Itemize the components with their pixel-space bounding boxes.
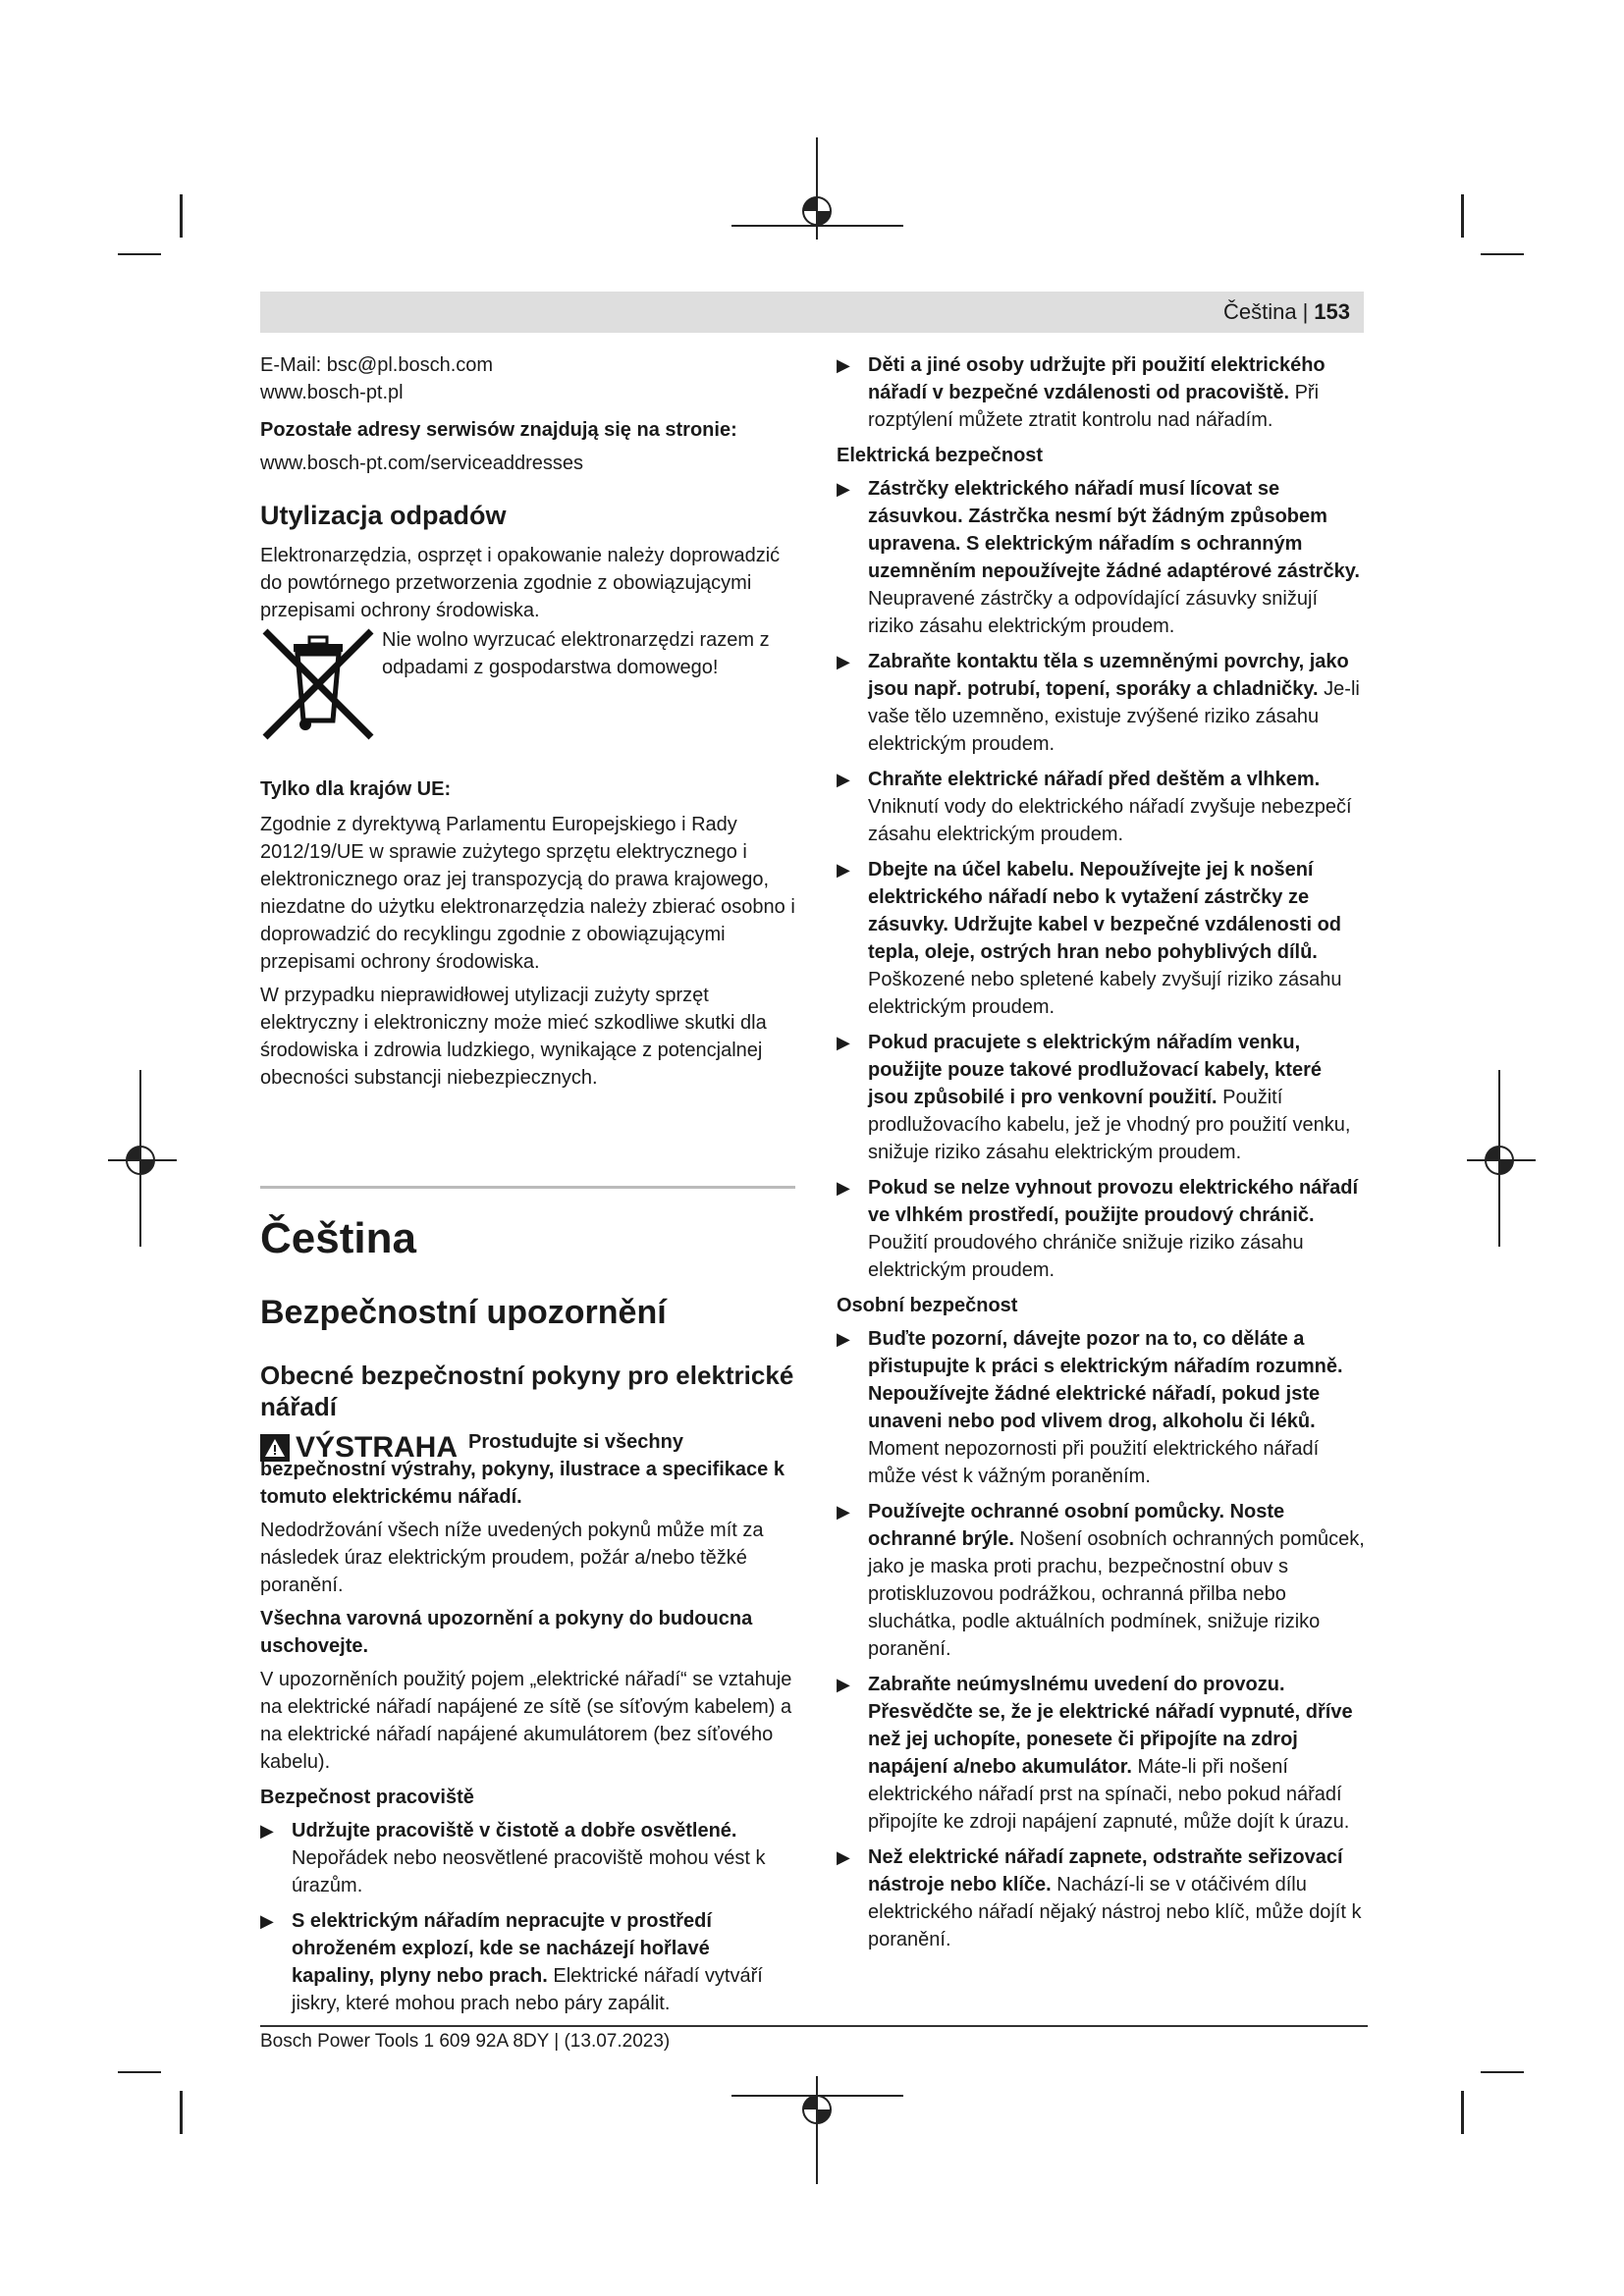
eu-heading: Tylko dla krajów UE: [260,778,452,800]
registration-mark-icon [731,137,903,245]
item-text: Máte-li při nošení elektrického nářadí prst na spínači, nebo pokud nářadí připojíte ke zdroji napájení zapnuté, může dojít k úrazu. [868,1756,1350,1833]
item-bold: Zabraňte kontaktu těla s uzemněnými povrchy, jako jsou např. potrubí, topení, sporáky a chladničky. [868,651,1349,700]
item-bold: Chraňte elektrické nářadí před deštěm a vlhkem. [868,769,1321,790]
eu-text-1: Zgodnie z dyrektywą Parlamentu Europejskiego i Rady 2012/19/UE w sprawie zużytego sprzętu elektrycznego i elektronicznego oraz jej transpozycją do prawa krajowego, niezdatne do użytku elektronarzędzia należy zbierać osobno i doprowadzić do recyklingu zgodnie z obowiązującymi przepisami ochrony środowiska. [260,814,795,973]
crop-mark [118,253,161,255]
disposal-text: Elektronarzędzia, osprzęt i opakowanie należy doprowadzić do powtórnego przetworzenia zgodnie z obowiązującymi przepisami ochrony środowiska. [260,545,781,621]
list-item [837,1029,1367,1166]
item-text: Moment nepozornosti při použití elektrického nářadí může vést k vážným poraněním. [868,1438,1320,1487]
bullet-arrow-icon: ▶ [837,860,850,880]
list-item [837,351,1367,434]
contact-website: www.bosch-pt.pl [260,382,404,403]
list-item [837,1671,1367,1836]
warning-text: Nedodržování všech níže uvedených pokynů může mít za následek úraz elektrickým proudem, požár a/nebo těžké poranění. [260,1520,764,1596]
bullet-arrow-icon: ▶ [837,479,850,499]
general-safety-title: Obecné bezpečnostní pokyny pro elektrické nářadí [260,1361,794,1421]
list-item [837,1174,1367,1284]
list-item [837,475,1367,640]
other-addresses-label: Pozostałe adresy serwisów znajdują się na stronie: [260,419,737,441]
item-bold: Pokud pracujete s elektrickým nářadím venku, použijte pouze takové prodlužovací kabely, které jsou způsobilé i pro venkovní použití. [868,1032,1322,1108]
list-item [837,1325,1367,1490]
crop-mark [1481,253,1524,255]
list-item [260,1817,795,1899]
item-text: Poškozené nebo spletené kabely zvyšují riziko zásahu elektrickým proudem. [868,969,1342,1018]
item-bold: Dbejte na účel kabelu. Nepoužívejte jej k nošení elektrického nářadí nebo k vytažení zástrčky ze zásuvky. Udržujte kabel v bezpečné vzdálenosti od tepla, oleje, ostrých hran nebo pohyblivých dílů. [868,859,1342,963]
page-header [260,292,1364,333]
header-divider: | [1302,299,1309,324]
work-area-heading: Bezpečnost pracoviště [260,1787,474,1808]
crop-mark [180,194,183,238]
warning-bold-text: Prostudujte si všechny bezpečnostní výstrahy, pokyny, ilustrace a specifikace k tomuto elektrickému nářadí. [260,1431,785,1508]
bullet-arrow-icon: ▶ [837,1178,850,1198]
item-text: Nošení osobních ochranných pomůcek, jako je maska proti prachu, bezpečnostní obuv s protiskluzovou podrážkou, ochranná přilba nebo sluchátka, podle aktuálních podmínek, snižuje riziko poranění. [868,1528,1365,1660]
crop-mark [180,2091,183,2134]
bullet-arrow-icon: ▶ [837,1675,850,1694]
item-bold: Pokud se nelze vyhnout provozu elektrického nářadí ve vlhkém prostředí, použijte proudový chránič. [868,1177,1359,1226]
item-bold: Zabraňte neúmyslnému uvedení do provozu. Přesvědčte se, že je elektrické nářadí vypnuté, dříve než jej uchopíte, ponesete či připojíte na zdroj napájení a/nebo akumulátor. [868,1674,1353,1778]
warning-word: VÝSTRAHA [296,1431,459,1464]
crop-mark [118,2071,161,2073]
item-text: Nepořádek nebo neosvětlené pracoviště mohou vést k úrazům. [292,1847,766,1896]
item-bold: S elektrickým nářadím nepracujte v prostředí ohroženém explozí, kde se nacházejí hořlavé kapaliny, plyny nebo prach. [292,1910,712,1987]
contact-email: E-Mail: bsc@pl.bosch.com [260,354,494,376]
list-item [837,856,1367,1021]
term-definition: V upozorněních použitý pojem „elektrické nářadí“ se vztahuje na elektrické nářadí napájené ze sítě (se síťovým kabelem) a na elektrické nářadí napájené akumulátorem (bez síťového kabelu). [260,1669,792,1773]
item-text: Při rozptýlení můžete ztratit kontrolu nad nářadím. [868,382,1320,431]
item-text: Elektrické nářadí vytváří jiskry, které mohou prach nebo páry zapálit. [292,1965,763,2014]
registration-mark-icon [1467,1070,1536,1247]
crop-mark [1461,194,1464,238]
header-language: Čeština [1222,299,1297,324]
weee-notice [260,626,795,742]
bullet-arrow-icon: ▶ [260,1821,274,1841]
personal-heading: Osobní bezpečnost [837,1295,1018,1316]
item-text: Použití proudového chrániče snižuje riziko zásahu elektrickým proudem. [868,1232,1304,1281]
list-item [837,648,1367,758]
item-bold: Používejte ochranné osobní pomůcky. Noste ochranné brýle. [868,1501,1285,1550]
item-text: Je-li vaše tělo uzemněno, existuje zvýšené riziko zásahu elektrickým proudem. [868,678,1360,755]
bullet-arrow-icon: ▶ [837,1329,850,1349]
crossed-bin-icon [260,626,376,742]
bullet-arrow-icon: ▶ [260,1911,274,1931]
weee-text: Nie wolno wyrzucać elektronarzędzi razem z odpadami z gospodarstwa domowego! [382,629,770,678]
list-item [837,766,1367,848]
item-text: Vniknutí vody do elektrického nářadí zvyšuje nebezpečí zásahu elektrickým proudem. [868,796,1352,845]
bullet-arrow-icon: ▶ [837,1502,850,1522]
safety-title: Bezpečnostní upozornění [260,1294,667,1331]
page-number: 153 [1314,299,1350,324]
registration-mark-icon [108,1070,177,1247]
footer-rule [260,2025,1368,2027]
crop-mark [1461,2091,1464,2134]
right-column [837,351,1367,1961]
item-bold: Buďte pozorní, dávejte pozor na to, co děláte a přistupujte k práci s elektrickým nářadím rozumně. Nepoužívejte žádné elektrické nářadí, pokud jste unaveni nebo pod vlivem drog, alkoholu či léků. [868,1328,1343,1432]
item-text: Neupravené zástrčky a odpovídající zásuvky snižují riziko zásahu elektrickým proudem. [868,588,1318,637]
registration-mark-icon [731,2076,903,2184]
eu-text-2: W przypadku nieprawidłowej utylizacji zużyty sprzęt elektryczny i elektroniczny może mieć szkodliwe skutki dla środowiska i zdrowia ludzkiego, wynikające z potencjalnej obecności substancji niebezpiecznych. [260,985,767,1089]
list-item [837,1498,1367,1663]
keep-instructions: Všechna varovná upozornění a pokyny do budoucna uschovejte. [260,1608,753,1657]
list-item [837,1843,1367,1953]
bullet-arrow-icon: ▶ [837,355,850,375]
electrical-heading: Elektrická bezpečnost [837,445,1044,466]
disposal-heading: Utylizacja odpadów [260,501,507,530]
crop-mark [1481,2071,1524,2073]
personal-list [837,1325,1367,1953]
left-column [260,351,795,2025]
list-item [260,1907,795,2017]
item-text: Nachází-li se v otáčivém dílu elektrického nářadí nějaký nástroj nebo klíč, může dojít k poranění. [868,1874,1362,1950]
bullet-arrow-icon: ▶ [837,652,850,671]
bullet-arrow-icon: ▶ [837,1847,850,1867]
item-bold: Než elektrické nářadí zapnete, odstraňte seřizovací nástroje nebo klíče. [868,1846,1343,1896]
other-addresses-url: www.bosch-pt.com/serviceaddresses [260,453,584,474]
item-bold: Zástrčky elektrického nářadí musí lícovat se zásuvkou. Zástrčka nesmí být žádným způsobem upravena. S elektrickým nářadím s ochranným uzemněním nepoužívejte žádné adaptérové zástrčky. [868,478,1360,582]
item-bold: Udržujte pracoviště v čistotě a dobře osvětlené. [292,1820,737,1842]
work-area-list [260,1817,795,2017]
electrical-list [837,475,1367,1284]
item-text: Použití prodlužovacího kabelu, jež je vhodný pro použití venku, snižuje riziko zásahu elektrickým proudem. [868,1087,1351,1163]
bullet-arrow-icon: ▶ [837,1033,850,1052]
bullet-arrow-icon: ▶ [837,770,850,789]
item-bold: Děti a jiné osoby udržujte při použití elektrického nářadí v bezpečné vzdálenosti od pracoviště. [868,354,1326,403]
language-title: Čeština [260,1214,416,1262]
section-separator [260,1186,795,1189]
page-footer: Bosch Power Tools 1 609 92A 8DY | (13.07.2023) [260,2031,671,2052]
